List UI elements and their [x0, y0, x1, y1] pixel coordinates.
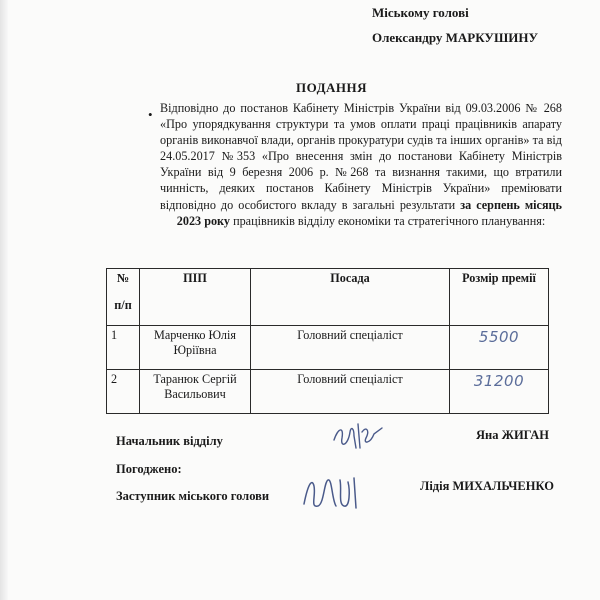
row-amount: [450, 370, 549, 414]
awards-table: [106, 268, 549, 414]
deputy-mayor-label: Заступник міського голови: [116, 489, 270, 503]
row-pib-line2: Юріївна: [173, 343, 217, 357]
body-text-period: за серпень місяць 2023 року: [176, 197, 563, 228]
bullet-icon: •: [148, 107, 153, 122]
table-row: [107, 370, 549, 414]
header-number-line1: №: [116, 271, 130, 285]
document-title: ПОДАННЯ: [296, 80, 368, 95]
addressee-name: Олександру МАРКУШИНУ: [372, 30, 538, 45]
addressee-title: Міському голові: [372, 5, 469, 20]
header-position: Посада: [251, 269, 450, 326]
deputy-mayor-name: Лідія МИХАЛЬЧЕНКО: [420, 479, 554, 493]
row-amount: [450, 326, 549, 370]
agreed-label: Погоджено:: [116, 462, 182, 476]
header-amount: Розмір премії: [450, 269, 549, 326]
row-position: Головний спеціаліст: [251, 326, 450, 370]
header-pib: ПІП: [140, 269, 251, 326]
row-pib: [140, 326, 251, 370]
handwritten-amount: 31200: [473, 372, 525, 390]
handwritten-amount: 5500: [478, 328, 520, 346]
header-number-line2: п/п: [114, 298, 132, 312]
row-pib-line1: Марченко Юлія: [154, 328, 236, 342]
head-of-department-name: Яна ЖИГАН: [476, 428, 550, 442]
table-row: [107, 326, 549, 370]
row-position: Головний спеціаліст: [251, 370, 450, 414]
addressee-block: [372, 0, 538, 50]
row-pib: [140, 370, 251, 414]
deputy-signature-icon: [298, 470, 368, 514]
head-of-department-label: Начальник відділу: [116, 434, 223, 448]
row-number: 1: [107, 326, 140, 370]
row-pib-line1: Таранюк Сергій: [153, 372, 237, 386]
head-signature-icon: [330, 418, 390, 454]
row-pib-line2: Васильович: [164, 387, 226, 401]
page-fold-shadow: [0, 0, 8, 600]
table-header-row: [107, 269, 549, 326]
row-number: 2: [107, 370, 140, 414]
document-body: [160, 100, 562, 229]
body-text-part2: працівників відділу економіки та стратегічного планування:: [233, 213, 546, 228]
body-text-part1: Відповідно до постанов Кабінету Міністрів України від 09.03.2006 № 268 «Про упорядкування структури та умов оплати праці працівників апарату органів виконавчої влади, органів прокуратури судів та інших органів» та від 24.05.2017 №353 «Про внесення змін до постанови Кабінету Міністрів України від 9 березня 2006 р. №268 та визнання такими, що втратили чинність, деяких постанов Кабінету Міністрів України» преміювати відповідно до особистого вкладу в загальні результати: [160, 101, 562, 212]
header-number: [107, 269, 140, 326]
